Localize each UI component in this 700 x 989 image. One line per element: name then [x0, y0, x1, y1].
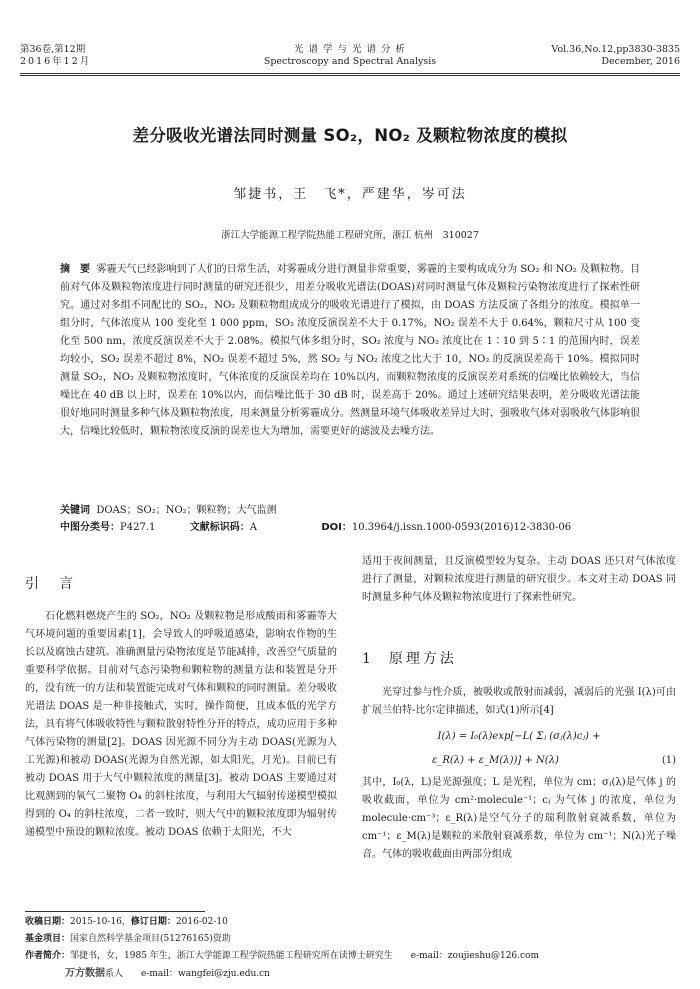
paper-title: 差分吸收光谱法同时测量 SO₂，NO₂ 及颗粒物浓度的模拟: [132, 126, 568, 145]
fund-label: 基金项目：: [25, 934, 71, 944]
equation-number: (1): [661, 755, 676, 766]
doi-label: DOI：: [321, 522, 352, 533]
symbol-definitions: 其中，I₀(λ，L)是光源强度；L 是光程，单位为 cm；σⱼ(λ)是气体 j 的吸收截面，单位为 cm²·molecule⁻¹；cⱼ 为气体 j 的浓度，单位为 molecule·cm⁻³；ε_R(λ)是空气分子的瑞利散射衰减系数，单位为 cm⁻¹；ε_M(λ)是颗粒的米散射衰减系数，单位为 cm⁻¹；N(λ)光子噪音。气体的吸收截面由两部分组成: [362, 777, 676, 860]
footnote: [25, 914, 625, 983]
author-bio-label: 作者简介：: [25, 951, 71, 961]
revised-date: 2016-02-10: [175, 917, 228, 927]
received-date: 2015-10-16，: [70, 917, 131, 927]
keywords: [60, 503, 640, 518]
right-col-continuation: 适用于夜间测量，且反演模型较为复杂。主动 DOAS 还只对气体浓度进行了测量，对颗粒浓度进行测量的研究很少。本文对主动 DOAS 同时测量多种气体及颗粒物浓度进行了探索性研究。: [362, 556, 676, 603]
keywords-text: DOAS；SO₂；NO₂；颗粒物；大气监测: [96, 505, 277, 516]
author-list: 邹捷书，王 飞*，严建华，岑可法: [233, 187, 467, 202]
header-rule-2: [20, 75, 680, 76]
intro-paragraph: 石化燃料燃烧产生的 SO₂，NO₂ 及颗粒物是形成酸雨和雾霾等大气环境问题的重要因素[1]，会导致人的呼吸道感染，影响农作物的生长以及腐蚀古建筑。准确测量污染物浓度是节能减排，改善空气质量的重要科学依据。目前对气态污染物和颗粒物的测量方法和装置是分开的，没有统一的方法和装置能完成对气体和颗粒的同时测量。差分吸收光谱法 DOAS 是一种非接触式，实时，操作简便，且成本低的光学方法，具有将气体吸收特性与颗粒散射特性分开的特点，成功应用于多种气体污染物的测量[2]。DOAS 因光源不同分为主动 DOAS(光源为人工光源)和被动 DOAS(光源为自然光源，如太阳光，月光)。目前已有被动 DOAS 用于大气中颗粒浓度的测量[3]。被动 DOAS 主要通过对比观测到的氧气二聚物 O₄ 的斜柱浓度，与利用大气辐射传递模型模拟得到的 O₄ 的斜柱浓度，二者一致时，则大气中的颗粒浓度即为辐射传递模型中预设的颗粒浓度。被动 DOAS 依赖于太阳光，不大: [25, 611, 337, 838]
received-label: 收稿日期：: [25, 917, 71, 927]
author-bio-line: [25, 948, 625, 965]
doi-value: 10.3964/j.issn.1000-0593(2016)12-3830-06: [351, 522, 572, 533]
footnote-rule: [25, 911, 205, 912]
equation-1: [362, 728, 676, 746]
header-rule: [20, 73, 680, 74]
journal-name: 光 谱 学 与 光 谱 分 析 Spectroscopy and Spectral Analysis: [263, 44, 437, 67]
author-bio-text: 邹捷书，女，1985 年生，浙江大学能源工程学院热能工程研究所在读博士研究生 e-mail：zoujieshu@126.com: [70, 951, 540, 961]
abstract-text: 雾霾天气已经影响到了人们的日常生活，对雾霾成分进行测量非常重要，雾霾的主要构成成分为 SO₂ 和 NO₂ 及颗粒物。目前对气体及颗粒物浓度进行同时测量的研究还很少，用差分吸收光谱法(DOAS)对同时测量气体及颗粒污染物浓度进行了探索性研究。通过对多组不同配比的 SO₂，NO₂ 及颗粒物组成成分的吸收光谱进行了模拟，由 DOAS 方法反演了各组分的浓度。模拟单一组分时，气体浓度从 100 变化至 1 000 ppm，SO₂ 浓度反演误差不大于 0.17%，NO₂ 误差不大于 0.64%，颗粒尺寸从 100 变化至 500 nm，浓度反演误差不大于 2.08%。模拟气体多组分时，SO₂ 浓度与 NO₂ 浓度比在 1∶10 到 5∶1 的范围内时，误差均较小，SO₂ 误差不超过 8%，NO₂ 误差不超过 5%，然 SO₂ 与 NO₂ 浓度之比大于 10，NO₂ 的反演误差高于 10%。模拟同时测量 SO₂，NO₂ 及颗粒物浓度时，气体浓度的反演误差均在 10%以内，而颗粒物浓度的反演误差对系统的信噪比依赖较大，当信噪比在 40 dB 以上时，误差在 10%以内，而信噪比低于 30 dB 时，误差高于 20%。通过上述研究结果表明，差分吸收光谱法能很好地同时测量多种气体及颗粒物浓度，用来测量分析雾霾成分。然测量环境气体吸收差异过大时，强吸收气体对弱吸收气体影响很大，信噪比较低时，颗粒物浓度反演的误差也大为增加，需要更好的滤波及去噪方法。: [60, 264, 641, 437]
clc-label: 中图分类号：: [60, 522, 120, 533]
corresponding-line: [25, 965, 625, 983]
corresponding-text: 系人 e-mail：wangfei@zju.edu.cn: [105, 969, 270, 979]
journal-issue-info: Vol.36,No.12,pp3830-3835 December, 2016: [551, 44, 680, 67]
watermark-text: 万方数据: [65, 968, 105, 979]
abstract: [60, 261, 640, 441]
intro-heading: 引 言: [25, 576, 76, 592]
clc-value: P427.1: [120, 522, 156, 533]
equation-line-1: I(λ) = I₀(λ)exp[−L( Σⱼ (σⱼ(λ)cⱼ) +: [437, 731, 601, 742]
doc-code-value: A: [249, 522, 257, 533]
classification-line: [60, 520, 660, 535]
method-paragraph: 光穿过参与性介质，被吸收或散射而减弱，减弱后的光强 I(λ)可由扩展兰伯特-比尔定律描述，如式(1)所示[4]: [362, 687, 676, 716]
equation-1-line2: [362, 752, 676, 770]
equation-line-2: ε_R(λ) + ε_M(λ))] + N(λ): [432, 755, 559, 766]
affiliation: 浙江大学能源工程学院热能工程研究所，浙江 杭州 310027: [221, 230, 479, 241]
fund-line: [25, 931, 625, 948]
fund-text: 国家自然科学基金项目(51276165)资助: [70, 934, 231, 944]
abstract-label: 摘 要: [60, 264, 91, 275]
section-title: 原理方法: [388, 651, 457, 667]
doc-code-label: 文献标识码：: [189, 522, 250, 533]
keywords-label: 关键词: [60, 505, 90, 516]
journal-volume: 第36卷,第12期 2016年12月: [20, 44, 92, 67]
section-1-heading: [362, 648, 457, 668]
revised-label: 修订日期：: [130, 917, 176, 927]
section-number: 1: [362, 651, 374, 667]
dates-line: [25, 914, 625, 931]
